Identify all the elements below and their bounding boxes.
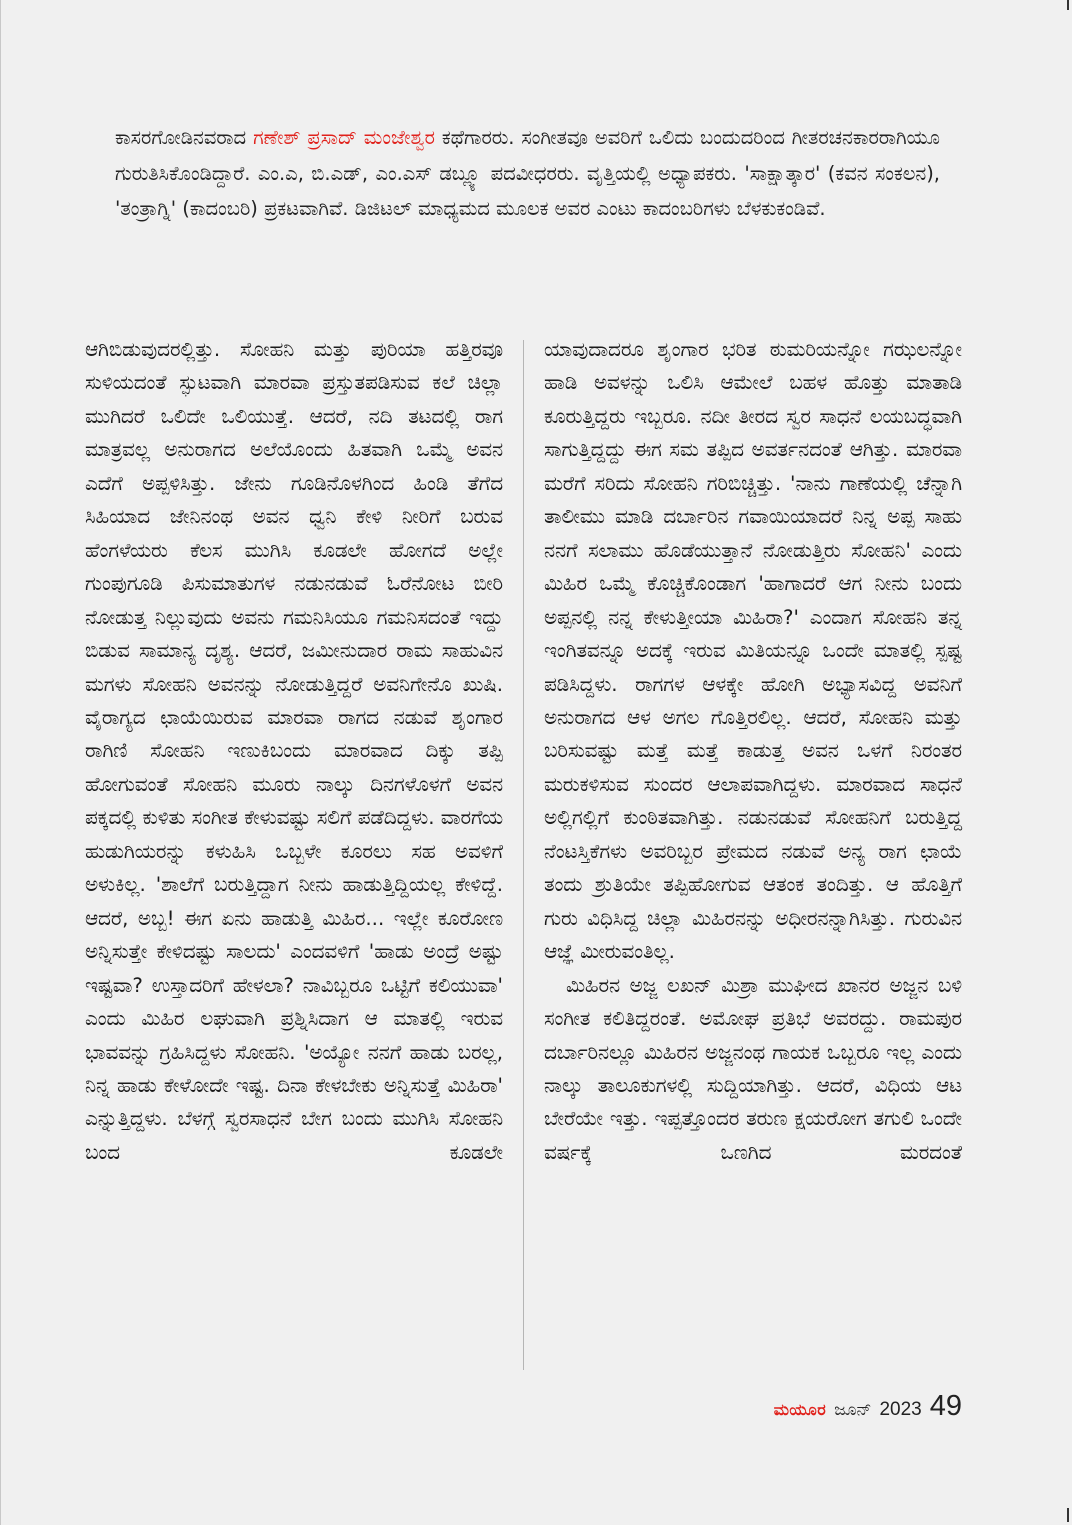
left-paragraph-1: ಆಗಿಬಿಡುವುದರಲ್ಲಿತ್ತು. ಸೋಹನಿ ಮತ್ತು ಪುರಿಯಾ ಹತ್ತಿರವೂ ಸುಳಿಯದಂತೆ ಸ್ಫುಟವಾಗಿ ಮಾರವಾ ಪ್ರಸ್ತುತಪಡಿಸುವ ಕಲೆ ಚಿಲ್ಲಾ ಮುಗಿದರೆ ಒಲಿದೇ ಒಲಿಯುತ್ತೆ. ಆದರೆ, ನದಿ ತಟದಲ್ಲಿ ರಾಗ ಮಾತ್ರವಲ್ಲ ಅನುರಾಗದ ಅಲೆಯೊಂದು ಹಿತವಾಗಿ ಒಮ್ಮೆ ಅವನ ಎದೆಗೆ ಅಪ್ಪಳಿಸಿತ್ತು. ಜೇನು ಗೂಡಿನೊಳಗಿಂದ ಹಿಂಡಿ ತೆಗೆದ ಸಿಹಿಯಾದ ಜೇನಿನಂಥ ಅವನ ಧ್ವನಿ ಕೇಳಿ ನೀರಿಗೆ ಬರುವ ಹೆಂಗಳೆಯರು ಕೆಲಸ ಮುಗಿಸಿ ಕೂಡಲೇ ಹೋಗದೆ ಅಲ್ಲೇ ಗುಂಪುಗೂಡಿ ಪಿಸುಮಾತುಗಳ ನಡುನಡುವೆ ಓರೆನೋಟ ಬೀರಿ ನೋಡುತ್ತ ನಿಲ್ಲುವುದು ಅವನು ಗಮನಿಸಿಯೂ ಗಮನಿಸದಂತೆ ಇದ್ದು ಬಿಡುವ ಸಾಮಾನ್ಯ ದೃಶ್ಯ. ಆದರೆ, ಜಮೀನುದಾರ ರಾಮ ಸಾಹುವಿನ ಮಗಳು ಸೋಹನಿ ಅವನನ್ನು ನೋಡುತ್ತಿದ್ದರೆ ಅವನಿಗೇನೊ ಖುಷಿ. ವೈರಾಗ್ಯದ ಛಾಯೆಯಿರುವ ಮಾರವಾ ರಾಗದ ನಡುವೆ ಶೃಂಗಾರ ರಾಗಿಣಿ ಸೋಹನಿ ಇಣುಕಿಬಂದು ಮಾರವಾದ ದಿಕ್ಕು ತಪ್ಪಿ ಹೋಗುವಂತೆ ಸೋಹನಿ ಮೂರು ನಾಲ್ಕು ದಿನಗಳೊಳಗೆ ಅವನ ಪಕ್ಕದಲ್ಲಿ ಕುಳಿತು ಸಂಗೀತ ಕೇಳುವಷ್ಟು ಸಲಿಗೆ ಪಡೆದಿದ್ದಳು. ವಾರಗೆಯ ಹುಡುಗಿಯರನ್ನು ಕಳುಹಿಸಿ ಒಬ್ಬಳೇ ಕೂರಲು ಸಹ ಅವಳಿಗೆ ಅಳುಕಿಲ್ಲ. 'ಶಾಲೆಗೆ ಬರುತ್ತಿದ್ದಾಗ ನೀನು ಹಾಡುತ್ತಿದ್ದಿಯಲ್ಲ ಕೇಳಿದ್ದೆ. ಆದರೆ, ಅಬ್ಬ! ಈಗ ಏನು ಹಾಡುತ್ತಿ ಮಿಹಿರ... ಇಲ್ಲೇ ಕೂರೋಣ ಅನ್ನಿಸುತ್ತೇ ಕೇಳಿದಷ್ಟು ಸಾಲದು' ಎಂದವಳಿಗೆ 'ಹಾಡು ಅಂದ್ರೆ ಅಷ್ಟು ಇಷ್ಟವಾ? ಉಸ್ತಾದರಿಗೆ ಹೇಳಲಾ? ನಾವಿಬ್ಬರೂ ಒಟ್ಟಿಗೆ ಕಲಿಯುವಾ' ಎಂದು ಮಿಹಿರ ಲಘುವಾಗಿ ಪ್ರಶ್ನಿಸಿದಾಗ ಆ ಮಾತಲ್ಲಿ ಇರುವ ಭಾವವನ್ನು ಗ್ರಹಿಸಿದ್ದಳು ಸೋಹನಿ. 'ಅಯ್ಯೋ ನನಗೆ ಹಾಡು ಬರಲ್ಲ, ನಿನ್ನ ಹಾಡು ಕೇಳೋದೇ ಇಷ್ಟ. ದಿನಾ ಕೇಳಬೇಕು ಅನ್ನಿಸುತ್ತೆ ಮಿಹಿರಾ' ಎನ್ನುತ್ತಿದ್ದಳು. ಬೆಳಗ್ಗೆ ಸ್ವರಸಾಧನೆ ಬೇಗ ಬಂದು ಮುಗಿಸಿ ಸೋಹನಿ ಬಂದ ಕೂಡಲೇ bbox=[85, 338, 503, 1164]
page-number: 49 bbox=[929, 1390, 962, 1422]
right-column bbox=[544, 333, 962, 1169]
author-bio bbox=[115, 120, 940, 227]
page-footer bbox=[774, 1390, 962, 1430]
left-column bbox=[85, 333, 503, 1169]
issue-month: ಜೂನ್ bbox=[834, 1400, 872, 1420]
right-paragraph-2: ಮಿಹಿರನ ಅಜ್ಜ ಲಖನ್ ಮಿಶ್ರಾ ಮುಘೀದ ಖಾನರ ಅಜ್ಜನ ಬಳಿ ಸಂಗೀತ ಕಲಿತಿದ್ದರಂತೆ. ಅಮೋಘ ಪ್ರತಿಭೆ ಅವರದ್ದು. ರಾಮಪುರ ದರ್ಬಾರಿನಲ್ಲೂ ಮಿಹಿರನ ಅಜ್ಜನಂಥ ಗಾಯಕ ಒಬ್ಬರೂ ಇಲ್ಲ ಎಂದು ನಾಲ್ಕು ತಾಲೂಕುಗಳಲ್ಲಿ ಸುದ್ದಿಯಾಗಿತ್ತು. ಆದರೆ, ವಿಧಿಯ ಆಟ ಬೇರೆಯೇ ಇತ್ತು. ಇಪ್ಪತ್ತೊಂದರ ತರುಣ ಕ್ಷಯರೋಗ ತಗುಲಿ ಒಂದೇ ವರ್ಷಕ್ಕೆ ಒಣಗಿದ ಮರದಂತೆ bbox=[544, 973, 962, 1164]
right-paragraph-1: ಯಾವುದಾದರೂ ಶೃಂಗಾರ ಭರಿತ ಠುಮರಿಯನ್ನೋ ಗಝಲನ್ನೋ ಹಾಡಿ ಅವಳನ್ನು ಒಲಿಸಿ ಆಮೇಲೆ ಬಹಳ ಹೊತ್ತು ಮಾತಾಡಿ ಕೂರುತ್ತಿದ್ದರು ಇಬ್ಬರೂ. ನದೀ ತೀರದ ಸ್ವರ ಸಾಧನೆ ಲಯಬದ್ಧವಾಗಿ ಸಾಗುತ್ತಿದ್ದದ್ದು ಈಗ ಸಮ ತಪ್ಪಿದ ಅವರ್ತನದಂತೆ ಆಗಿತ್ತು. ಮಾರವಾ ಮರೆಗೆ ಸರಿದು ಸೋಹನಿ ಗರಿಬಿಚ್ಚಿತ್ತು. 'ನಾನು ಗಾಣೆಯಲ್ಲಿ ಚೆನ್ನಾಗಿ ತಾಲೀಮು ಮಾಡಿ ದರ್ಬಾರಿನ ಗವಾಯಿಯಾದರೆ ನಿನ್ನ ಅಪ್ಪ ಸಾಹು ನನಗೆ ಸಲಾಮು ಹೊಡೆಯುತ್ತಾನೆ ನೋಡುತ್ತಿರು ಸೋಹನಿ' ಎಂದು ಮಿಹಿರ ಒಮ್ಮೆ ಕೊಚ್ಚಿಕೊಂಡಾಗ 'ಹಾಗಾದರೆ ಆಗ ನೀನು ಬಂದು ಅಪ್ಪನಲ್ಲಿ ನನ್ನ ಕೇಳುತ್ತೀಯಾ ಮಿಹಿರಾ?' ಎಂದಾಗ ಸೋಹನಿ ತನ್ನ ಇಂಗಿತವನ್ನೂ ಅದಕ್ಕೆ ಇರುವ ಮಿತಿಯನ್ನೂ ಒಂದೇ ಮಾತಲ್ಲಿ ಸ್ಪಷ್ಟ ಪಡಿಸಿದ್ದಳು. ರಾಗಗಳ ಆಳಕ್ಕೇ ಹೋಗಿ ಅಭ್ಯಾಸವಿದ್ದ ಅವನಿಗೆ ಅನುರಾಗದ ಆಳ ಅಗಲ ಗೊತ್ತಿರಲಿಲ್ಲ. ಆದರೆ, ಸೋಹನಿ ಮತ್ತು ಬರಿಸುವಷ್ಟು ಮತ್ತೆ ಮತ್ತೆ ಕಾಡುತ್ತ ಅವನ ಒಳಗೆ ನಿರಂತರ ಮರುಕಳಿಸುವ ಸುಂದರ ಆಲಾಪವಾಗಿದ್ದಳು. ಮಾರವಾದ ಸಾಧನೆ ಅಲ್ಲಿಗಲ್ಲಿಗೆ ಕುಂಠಿತವಾಗಿತ್ತು. ನಡುನಡುವೆ ಸೋಹನಿಗೆ ಬರುತ್ತಿದ್ದ ನೆಂಟಸ್ತಿಕೆಗಳು ಅವರಿಬ್ಬರ ಪ್ರೇಮದ ನಡುವೆ ಅನ್ಯ ರಾಗ ಛಾಯೆ ತಂದು ಶ್ರುತಿಯೇ ತಪ್ಪಿಹೋಗುವ ಆತಂಕ ತಂದಿತ್ತು. ಆ ಹೊತ್ತಿಗೆ ಗುರು ವಿಧಿಸಿದ್ದ ಚಿಲ್ಲಾ ಮಿಹಿರನನ್ನು ಅಧೀರನನ್ನಾಗಿಸಿತ್ತು. ಗುರುವಿನ ಆಜ್ಞೆ ಮೀರುವಂತಿಲ್ಲ. bbox=[544, 338, 962, 964]
author-name: ಗಣೇಶ್ ಪ್ರಸಾದ್ ಮಂಜೇಶ್ವರ bbox=[253, 126, 435, 149]
crop-mark-top bbox=[1067, 0, 1069, 10]
issue-year: 2023 bbox=[879, 1399, 922, 1420]
column-divider bbox=[523, 340, 524, 1370]
magazine-name: ಮಯೂರ bbox=[773, 1400, 827, 1419]
bio-intro: ಕಾಸರಗೋಡಿನವರಾದ bbox=[115, 126, 254, 149]
crop-mark-bottom bbox=[1067, 1508, 1069, 1522]
bio-text: ಕಥೆಗಾರರು. ಸಂಗೀತವೂ ಅವರಿಗೆ ಒಲಿದು ಬಂದುದರಿಂದ ಗೀತರಚನಕಾರರಾಗಿಯೂ ಗುರುತಿಸಿಕೊಂಡಿದ್ದಾರೆ. ಎಂ.ಎ, ಬಿ.ಎಡ್, ಎಂ.ಎಸ್ ಡಬ್ಲ್ಯೂ ಪದವೀಧರರು. ವೃತ್ತಿಯಲ್ಲಿ ಅಧ್ಯಾಪಕರು. 'ಸಾಕ್ಷಾತ್ಕಾರ' (ಕವನ ಸಂಕಲನ), 'ತಂತ್ರಾಗ್ನಿ' (ಕಾದಂಬರಿ) ಪ್ರಕಟವಾಗಿವೆ. ಡಿಜಿಟಲ್ ಮಾಧ್ಯಮದ ಮೂಲಕ ಅವರ ಎಂಟು ಕಾದಂಬರಿಗಳು ಬೆಳಕುಕಂಡಿವೆ. bbox=[115, 126, 940, 220]
